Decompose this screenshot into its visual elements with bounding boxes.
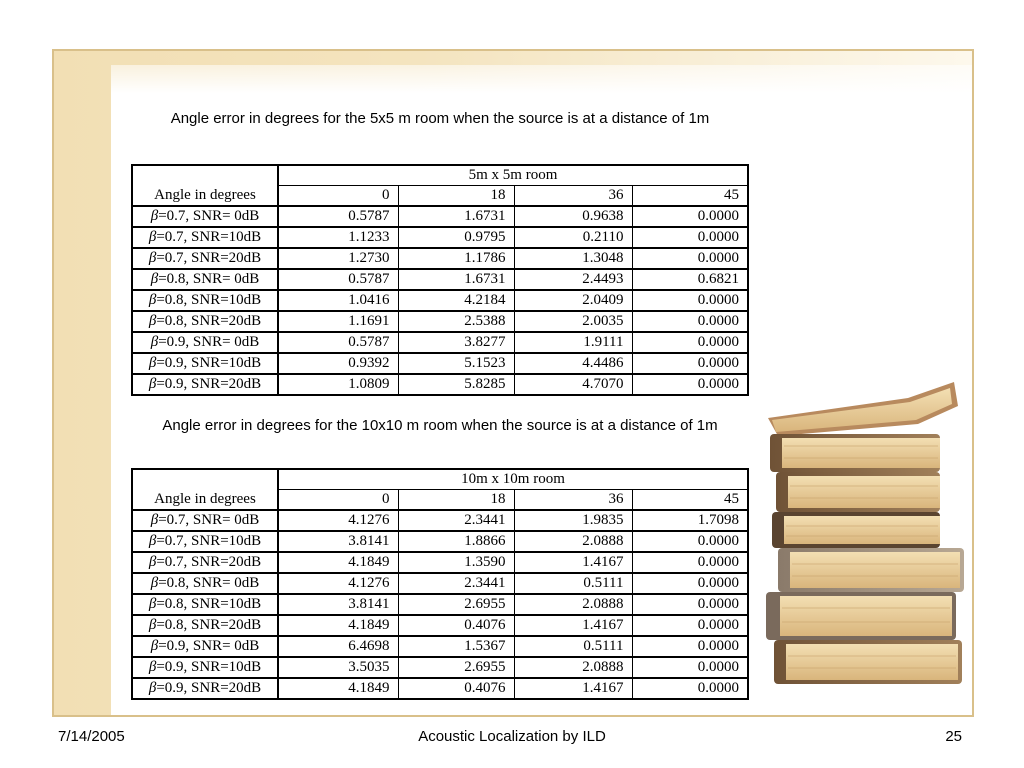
table-cell: 3.8141 (278, 594, 398, 615)
table-cell: 0.0000 (632, 311, 748, 332)
table-cell: 0.0000 (632, 206, 748, 227)
row-header-label: Angle in degrees (132, 490, 278, 511)
row-label: =0.9, SNR=20dB (156, 376, 262, 392)
table-cell: 4.1849 (278, 615, 398, 636)
table-cell: 0.0000 (632, 636, 748, 657)
table-cell: 3.8277 (398, 332, 514, 353)
table-cell: 0.9638 (514, 206, 632, 227)
table-cell: 0.5787 (278, 206, 398, 227)
table-cell: 0.0000 (632, 248, 748, 269)
table-cell: 1.9111 (514, 332, 632, 353)
table-cell: 0.0000 (632, 552, 748, 573)
table-cell: 0.0000 (632, 227, 748, 248)
table-cell: 1.6731 (398, 206, 514, 227)
beta-symbol: β (148, 229, 157, 245)
table-cell: 0.0000 (632, 594, 748, 615)
table-cell: 0.9795 (398, 227, 514, 248)
room-header: 10m x 10m room (278, 469, 748, 490)
table-row (132, 332, 748, 353)
table-cell: 1.0416 (278, 290, 398, 311)
table2-caption: Angle error in degrees for the 10x10 m room when the source is at a distance of 1m (162, 417, 718, 434)
table-row (132, 594, 748, 615)
row-label: =0.8, SNR=10dB (156, 596, 262, 612)
table-cell: 3.5035 (278, 657, 398, 678)
table-cell: 2.3441 (398, 510, 514, 531)
room-header: 5m x 5m room (278, 165, 748, 186)
footer-page-number: 25 (945, 728, 962, 745)
table-cell: 0.5787 (278, 332, 398, 353)
row-label: =0.8, SNR=20dB (156, 617, 262, 633)
beta-symbol: β (150, 638, 159, 654)
angle-header: 45 (632, 186, 748, 207)
table-cell: 0.0000 (632, 332, 748, 353)
beta-symbol: β (148, 659, 157, 675)
table-row (132, 531, 748, 552)
table-cell: 2.0888 (514, 657, 632, 678)
table-row (132, 311, 748, 332)
table-cell: 0.5111 (514, 573, 632, 594)
angle-header: 18 (398, 186, 514, 207)
table-cell: 4.1849 (278, 678, 398, 699)
table-cell: 0.0000 (632, 374, 748, 395)
table-cell: 4.1276 (278, 510, 398, 531)
table-cell: 5.8285 (398, 374, 514, 395)
table-cell: 5.1523 (398, 353, 514, 374)
angle-header: 36 (514, 186, 632, 207)
table-cell: 1.5367 (398, 636, 514, 657)
table-row (132, 290, 748, 311)
beta-symbol: β (148, 250, 157, 266)
footer-title: Acoustic Localization by ILD (418, 728, 606, 745)
table-cell: 0.9392 (278, 353, 398, 374)
table-row (132, 573, 748, 594)
beta-symbol: β (150, 271, 159, 287)
angle-header: 36 (514, 490, 632, 511)
table-10m-room (131, 468, 749, 700)
angle-header: 0 (278, 186, 398, 207)
row-label: =0.7, SNR=10dB (156, 533, 262, 549)
table-row (132, 269, 748, 290)
table-cell: 1.3048 (514, 248, 632, 269)
row-label: =0.7, SNR=10dB (156, 229, 262, 245)
row-label: =0.7, SNR= 0dB (158, 208, 260, 224)
book-stack-icon (758, 380, 970, 686)
table-row (132, 510, 748, 531)
beta-symbol: β (148, 533, 157, 549)
beta-symbol: β (150, 512, 159, 528)
table-cell: 0.5787 (278, 269, 398, 290)
table-cell: 3.8141 (278, 531, 398, 552)
table-cell: 0.0000 (632, 615, 748, 636)
table-row (132, 248, 748, 269)
row-label: =0.8, SNR= 0dB (158, 271, 260, 287)
table-cell: 4.1849 (278, 552, 398, 573)
beta-symbol: β (148, 554, 157, 570)
table-cell: 2.4493 (514, 269, 632, 290)
table-cell: 2.6955 (398, 657, 514, 678)
footer-date: 7/14/2005 (58, 728, 125, 745)
beta-symbol: β (148, 596, 157, 612)
table-cell: 2.0888 (514, 594, 632, 615)
table-row (132, 353, 748, 374)
row-label: =0.9, SNR=10dB (156, 659, 262, 675)
table-cell: 0.6821 (632, 269, 748, 290)
beta-symbol: β (148, 376, 157, 392)
table-cell: 0.0000 (632, 290, 748, 311)
table-cell: 2.3441 (398, 573, 514, 594)
table-cell: 1.1691 (278, 311, 398, 332)
table-cell: 2.0035 (514, 311, 632, 332)
beta-symbol: β (150, 208, 159, 224)
row-label: =0.8, SNR=10dB (156, 292, 262, 308)
beta-symbol: β (148, 313, 157, 329)
row-label: =0.9, SNR= 0dB (158, 334, 260, 350)
table-row (132, 206, 748, 227)
angle-header: 0 (278, 490, 398, 511)
table-cell: 2.0888 (514, 531, 632, 552)
table-cell: 4.7070 (514, 374, 632, 395)
table-cell: 1.1233 (278, 227, 398, 248)
table-cell: 1.1786 (398, 248, 514, 269)
table-corner-cell (132, 469, 278, 490)
row-label: =0.7, SNR=20dB (156, 554, 262, 570)
table-cell: 0.0000 (632, 531, 748, 552)
table-cell: 1.4167 (514, 678, 632, 699)
table-cell: 1.4167 (514, 552, 632, 573)
row-label: =0.9, SNR= 0dB (158, 638, 260, 654)
table-row (132, 657, 748, 678)
table-cell: 0.0000 (632, 657, 748, 678)
table-row (132, 678, 748, 699)
beta-symbol: β (150, 334, 159, 350)
table-cell: 4.1276 (278, 573, 398, 594)
table-row (132, 227, 748, 248)
table1-caption: Angle error in degrees for the 5x5 m room when the source is at a distance of 1m (170, 110, 710, 127)
beta-symbol: β (148, 292, 157, 308)
table-row (132, 636, 748, 657)
beta-symbol: β (148, 680, 157, 696)
table-cell: 0.4076 (398, 615, 514, 636)
angle-header: 18 (398, 490, 514, 511)
beta-symbol: β (148, 617, 157, 633)
table-cell: 2.6955 (398, 594, 514, 615)
table-cell: 0.0000 (632, 573, 748, 594)
table-corner-cell (132, 165, 278, 186)
table-row (132, 552, 748, 573)
table-cell: 4.2184 (398, 290, 514, 311)
table-cell: 0.0000 (632, 678, 748, 699)
beta-symbol: β (150, 575, 159, 591)
table-cell: 1.2730 (278, 248, 398, 269)
table-cell: 1.4167 (514, 615, 632, 636)
table-cell: 0.2110 (514, 227, 632, 248)
row-label: =0.7, SNR= 0dB (158, 512, 260, 528)
table-row (132, 615, 748, 636)
table-cell: 0.5111 (514, 636, 632, 657)
table-5m-room (131, 164, 749, 396)
row-label: =0.7, SNR=20dB (156, 250, 262, 266)
table-cell: 4.4486 (514, 353, 632, 374)
table-cell: 1.0809 (278, 374, 398, 395)
table-cell: 2.0409 (514, 290, 632, 311)
table-cell: 0.0000 (632, 353, 748, 374)
table-cell: 1.6731 (398, 269, 514, 290)
table-cell: 2.5388 (398, 311, 514, 332)
table-cell: 6.4698 (278, 636, 398, 657)
row-label: =0.9, SNR=20dB (156, 680, 262, 696)
row-label: =0.8, SNR= 0dB (158, 575, 260, 591)
table-cell: 0.4076 (398, 678, 514, 699)
table-cell: 1.9835 (514, 510, 632, 531)
row-label: =0.8, SNR=20dB (156, 313, 262, 329)
table-cell: 1.8866 (398, 531, 514, 552)
beta-symbol: β (148, 355, 157, 371)
row-label: =0.9, SNR=10dB (156, 355, 262, 371)
table-cell: 1.3590 (398, 552, 514, 573)
angle-header: 45 (632, 490, 748, 511)
table-row (132, 374, 748, 395)
row-header-label: Angle in degrees (132, 186, 278, 207)
table-cell: 1.7098 (632, 510, 748, 531)
